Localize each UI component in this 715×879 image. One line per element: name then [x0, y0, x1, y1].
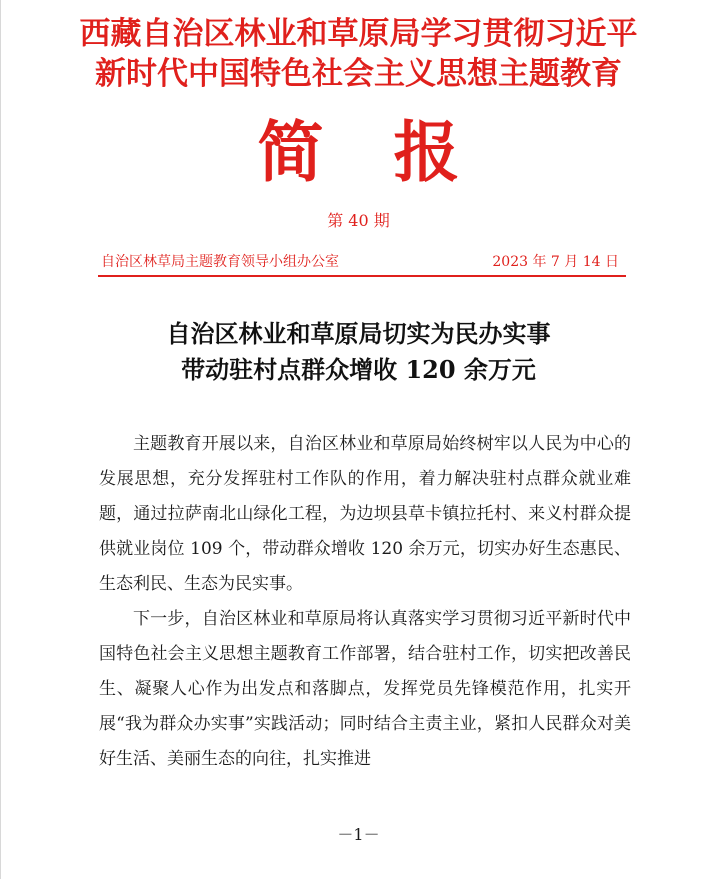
brief-title: 简报: [257, 113, 530, 191]
article-paragraph-2: 下一步，自治区林业和草原局将认真落实学习贯彻习近平新时代中国特色社会主义思想主题教育工作部署，结合驻村工作，切实把改善民生、凝聚人心作为出发点和落脚点，发挥党员先锋模范作用，扎实开展“我为群众办实事”实践活动；同时结合主责主业，紧扣人民群众对美好生活、美丽生态的向往，扎实推进: [99, 609, 631, 769]
page-number: －1－: [337, 825, 380, 844]
article-body: [99, 427, 631, 777]
article-title-line-1: 自治区林业和草原局切实为民办实事: [166, 319, 551, 348]
issuing-office: 自治区林草局主题教育领导小组办公室: [101, 254, 339, 270]
issue-number: 第 40 期: [327, 211, 390, 230]
bulletin-header-line-1: 西藏自治区林业和草原局学习贯彻习近平: [79, 16, 638, 52]
issue-date: 2023 年 7 月 14 日: [492, 254, 619, 270]
article-title-line-2: 带动驻村点群众增收 120 余万元: [181, 355, 536, 384]
bulletin-header-line-2: 新时代中国特色社会主义思想主题教育: [95, 56, 622, 92]
article-paragraph-1: 主题教育开展以来，自治区林业和草原局始终树牢以人民为中心的发展思想，充分发挥驻村工作队的作用，着力解决驻村点群众就业难题，通过拉萨南北山绿化工程，为边坝县草卡镇拉托村、来义村群众提供就业岗位 109 个，带动群众增收 120 余万元，切实办好生态惠民、生态利民、生态为民实事。: [99, 434, 631, 594]
header-divider: [98, 275, 626, 277]
